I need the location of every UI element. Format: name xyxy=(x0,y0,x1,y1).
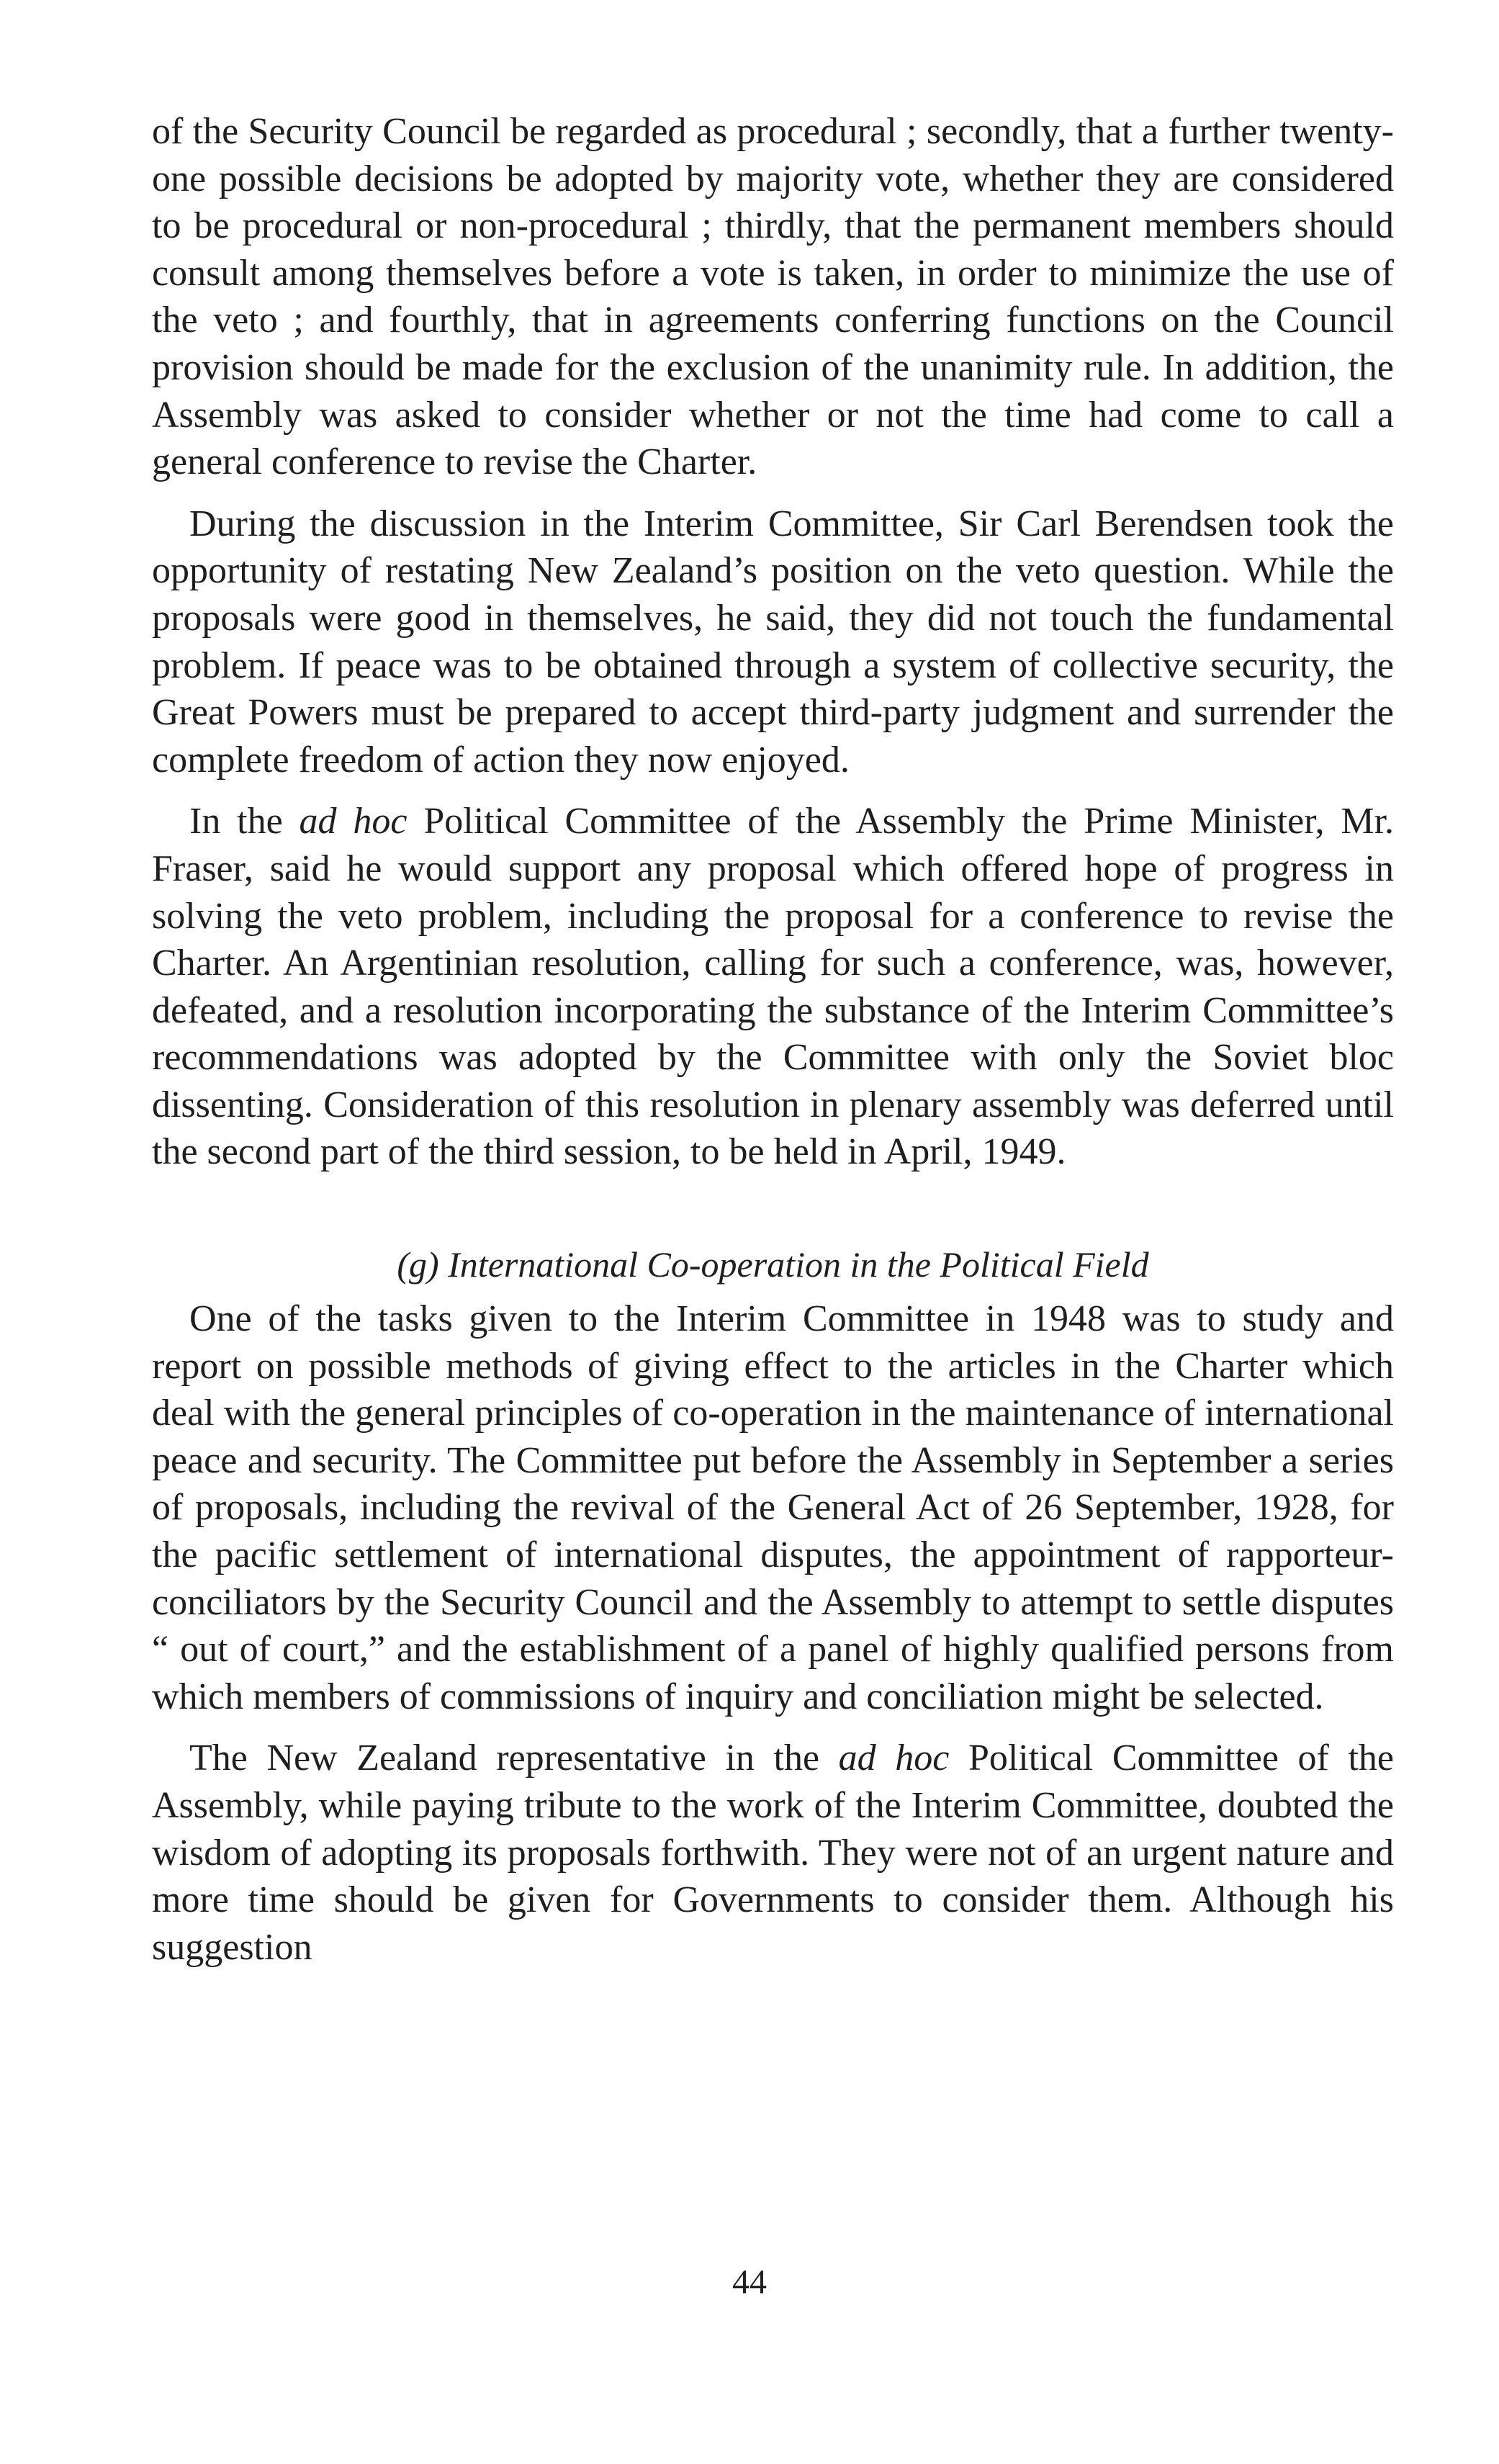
paragraph-text: One of the tasks given to the Interim Committee in 1948 was to study and report on possible methods of giving effect to the articles in the Charter which deal with the general principles of co-operation in the maintenance of international peace and security. The Committee put before the Assembly in September a series of proposals, including the revival of the General Act of 26 September, 1928, for the pacific settlement of international disputes, the appointment of rapporteur-conciliators by the Security Council and the Assembly to attempt to settle disputes “ out of court,” and the establishment of a panel of highly qualified persons from which members of commissions of inquiry and conciliation might be selected. xyxy=(152,1298,1394,1717)
paragraph-text: Political Committee of the Assembly, while paying tribute to the work of the Interim Committee, doubted the wisdom of adopting its proposals forthwith. They were not of an urgent nature and more time should be given for Governments to consider them. Although his suggestion xyxy=(152,1737,1394,1968)
paragraph-2 xyxy=(152,500,1394,784)
italic-term: ad hoc xyxy=(299,801,408,842)
paragraph-text: In the xyxy=(189,801,300,842)
page-body xyxy=(152,108,1394,1971)
paragraph-text: The New Zealand representative in the xyxy=(189,1737,839,1779)
paragraph-text: During the discussion in the Interim Committee, Sir Carl Berendsen took the opportunity of restating New Zealand’s position on the veto question. While the proposals were good in themselves, he said, they did not touch the fundamental problem. If peace was to be obtained through a system of collective security, the Great Powers must be prepared to accept third-party judgment and surrender the complete freedom of action they now enjoyed. xyxy=(152,503,1394,781)
italic-term: ad hoc xyxy=(838,1737,950,1779)
paragraph-text: of the Security Council be regarded as procedural ; secondly, that a further twenty-one possible decisions be adopted by majority vote, whether they are considered to be procedural or non-procedural ; thirdly, that the permanent members should consult among themselves before a vote is taken, in order to minimize the use of the veto ; and fourthly, that in agreements conferring functions on the Council provision should be made for the exclusion of the unanimity rule. In addition, the Assembly was asked to consider whether or not the time had come to call a general conference to revise the Charter. xyxy=(152,111,1394,483)
section-heading xyxy=(152,1241,1394,1288)
paragraph-text: Political Committee of the Assembly the Prime Minister, Mr. Fraser, said he would support any proposal which offered hope of progress in solving the veto problem, including the proposal for a conference to revise the Charter. An Argentinian resolution, calling for such a conference, was, however, defeated, and a resolution incorporating the substance of the Interim Committee’s recommendations was adopted by the Committee with only the Soviet bloc dissenting. Consideration of this resolution in plenary assembly was deferred until the second part of the third session, to be held in April, 1949. xyxy=(152,801,1395,1173)
paragraph-3 xyxy=(152,798,1394,1176)
page-number: 44 xyxy=(732,2263,767,2301)
paragraph-4 xyxy=(152,1295,1394,1720)
section-heading-title: International Co-operation in the Political Field xyxy=(448,1244,1149,1285)
section-heading-prefix: (g) xyxy=(397,1244,439,1285)
paragraph-1 xyxy=(152,108,1394,486)
paragraph-5 xyxy=(152,1735,1394,1971)
